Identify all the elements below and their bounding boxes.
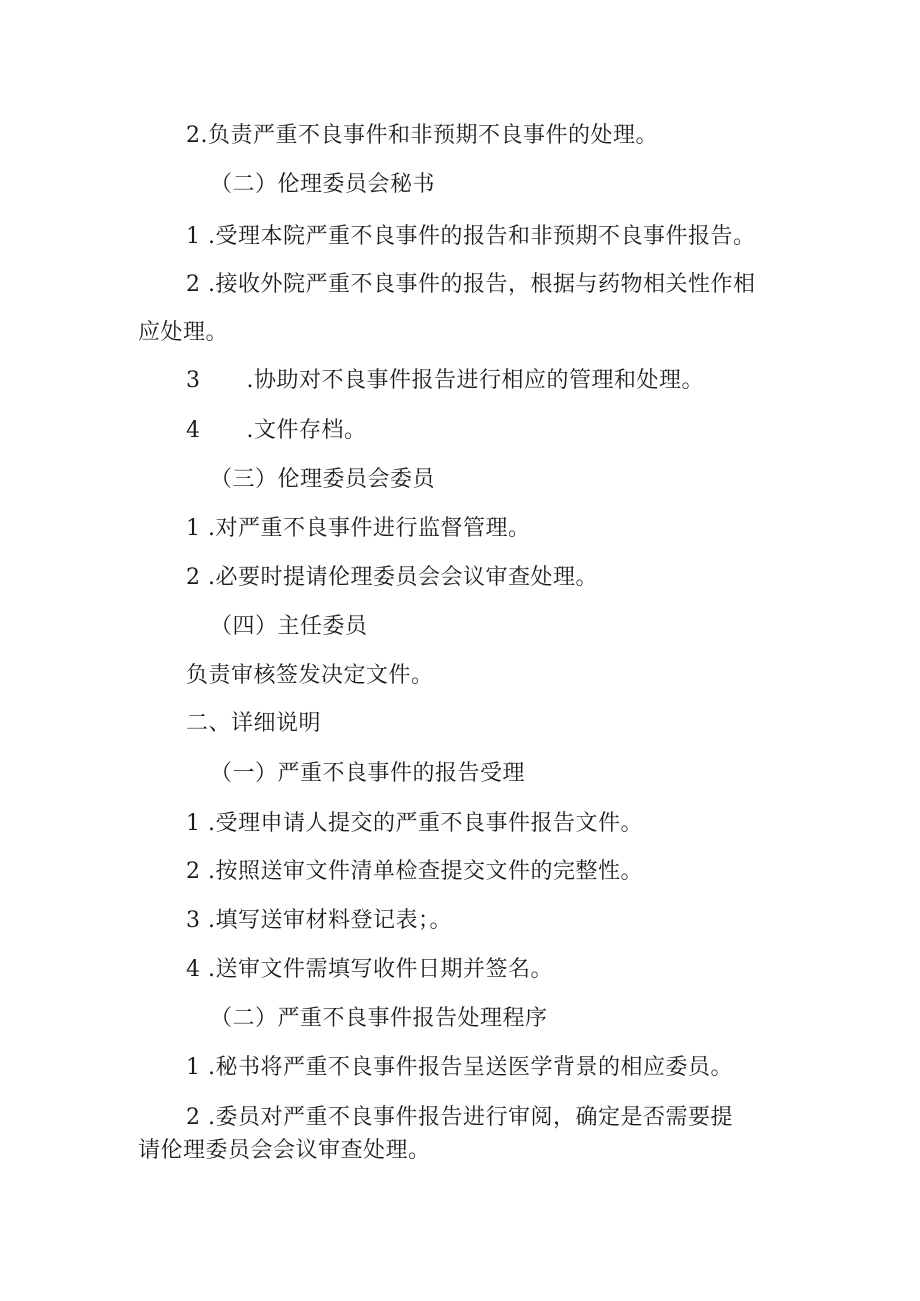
text-line: 2 .必要时提请伦理委员会会议审查处理。 — [186, 565, 598, 590]
text-line: 1 .秘书将严重不良事件报告呈送医学背景的相应委员。 — [186, 1055, 733, 1080]
text-line: 2.负责严重不良事件和非预期不良事件的处理。 — [186, 123, 658, 148]
section-heading: （四）主任委员 — [210, 614, 368, 639]
section-heading: （一）严重不良事件的报告受理 — [210, 761, 526, 786]
text-line: 3 .填写送审材料登记表；。 — [186, 908, 452, 933]
text-line: 2 .接收外院严重不良事件的报告，根据与药物相关性作相 — [186, 272, 756, 297]
list-item-text: .文件存档。 — [246, 418, 367, 443]
section-heading: （三）伦理委员会委员 — [210, 467, 436, 492]
section-heading: （二）严重不良事件报告处理程序 — [210, 1006, 548, 1031]
text-line: 1 .受理本院严重不良事件的报告和非预期不良事件报告。 — [186, 224, 756, 249]
list-item-text: .协助对不良事件报告进行相应的管理和处理。 — [246, 368, 704, 393]
list-item — [186, 366, 704, 396]
list-item-number: 3 — [186, 368, 201, 393]
text-line: 1 .受理申请人提交的严重不良事件报告文件。 — [186, 811, 643, 836]
text-line: 2 .按照送审文件清单检查提交文件的完整性。 — [186, 859, 643, 884]
text-line: 负责审核签发决定文件。 — [186, 663, 434, 688]
text-line-continuation: 应处理。 — [138, 320, 229, 345]
text-line: 2 .委员对严重不良事件报告进行审阅，确定是否需要提 — [186, 1105, 733, 1130]
list-item-number: 4 — [186, 418, 201, 443]
text-line-continuation: 请伦理委员会会议审查处理。 — [138, 1138, 431, 1163]
list-item — [186, 416, 367, 446]
text-line: 1 .对严重不良事件进行监督管理。 — [186, 516, 531, 541]
text-line: 4 .送审文件需填写收件日期并签名。 — [186, 957, 553, 982]
section-heading: （二）伦理委员会秘书 — [210, 172, 436, 197]
chapter-heading: 二、详细说明 — [186, 711, 322, 736]
